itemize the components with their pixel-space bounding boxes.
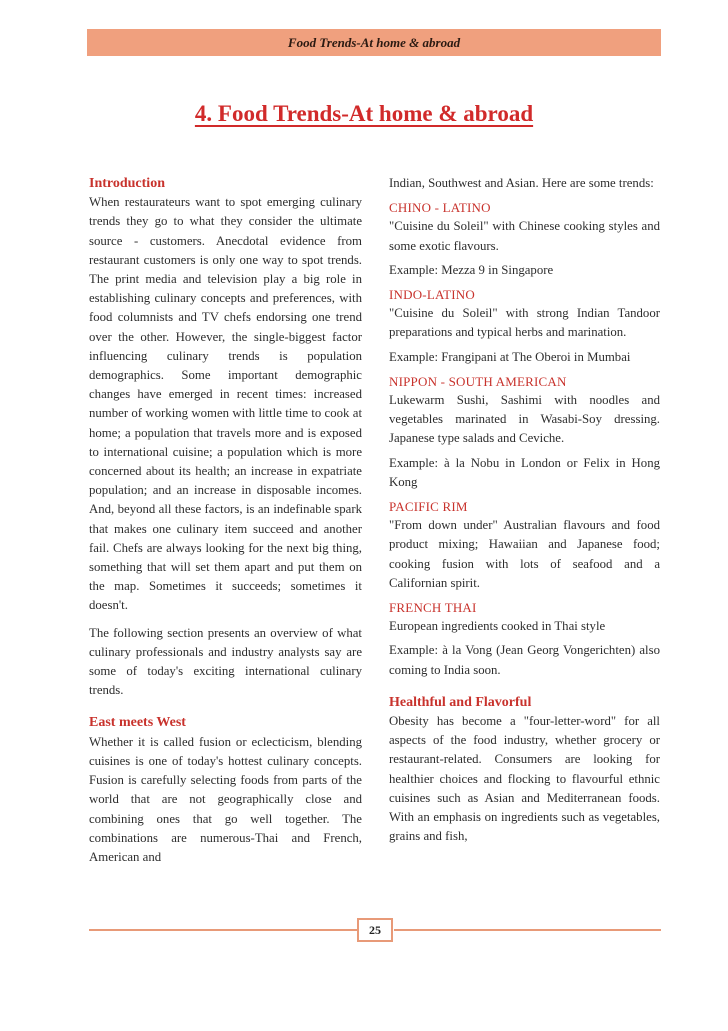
chino-latino-example: Example: Mezza 9 in Singapore [389,262,554,277]
chino-latino-heading: CHINO - LATINO [389,200,491,216]
right-column [389,174,660,847]
nippon-south-american-example: Example: à la Nobu in London or Felix in Hong Kong [389,455,660,489]
nippon-south-american-description: Lukewarm Sushi, Sashimi with noodles and vegetables marinated in Wasabi-Soy dressing. Japanese type salads and Ceviche. [389,393,660,446]
footer-rule-right [394,929,661,931]
french-thai-example: Example: à la Vong (Jean Georg Vongerichten) also coming to India soon. [389,643,660,677]
indo-latino-description: "Cuisine du Soleil" with strong Indian Tandoor preparations and typical herbs and marination. [389,306,660,340]
running-header [87,29,661,56]
introduction-heading: Introduction [89,176,165,191]
east-meets-west-paragraph: Whether it is called fusion or eclecticism, blending cuisines is one of today's hottest culinary concepts. Fusion is carefully selecting foods from parts of the world that are not geographically close and combining ones that go well together. The combinations are numerous-Thai and French, American and [89,734,362,864]
indo-latino-example: Example: Frangipani at The Oberoi in Mumbai [389,349,631,364]
french-thai-heading: FRENCH THAI [389,600,477,616]
page-number: 25 [357,918,393,942]
pacific-rim-heading: PACIFIC RIM [389,499,468,515]
introduction-paragraph-2: The following section presents an overview of what culinary professionals and industry analysts say are some of today's exciting international culinary trends. [89,625,362,698]
indo-latino-heading: INDO-LATINO [389,287,475,303]
nippon-south-american-heading: NIPPON - SOUTH AMERICAN [389,373,567,389]
trends-intro-paragraph: Indian, Southwest and Asian. Here are some trends: [389,176,654,190]
east-meets-west-heading: East meets West [89,715,186,731]
french-thai-description: European ingredients cooked in Thai style [389,619,606,634]
healthful-flavorful-heading: Healthful and Flavorful [389,694,532,710]
healthful-flavorful-paragraph: Obesity has become a "four-letter-word" for all aspects of the food industry, whether grocery or restaurant-related. Consumers are looking for healthier choices and flocking to flavourful ethnic cuisines such as Asian and Mediterranean foods. With an emphasis on ingredients such as vegetables, grains and fish, [389,714,660,844]
chino-latino-description: "Cuisine du Soleil" with Chinese cooking styles and some exotic flavours. [389,219,660,253]
introduction-paragraph-1: When restaurateurs want to spot emerging culinary trends they go to what they consider the ultimate source - customers. Anecdotal evidence from restaurant customers is only one way to spot trends. The print media and television play a big role in establishing culinary concepts and preferences, with food columnists and TV chefs endorsing one trend over the other. However, the single-biggest factor influencing culinary trends is population demographics. Some important demographic changes have emerged in recent times: increased number of working women with little time to cook at home; a population that travels more and is exposed to international cuisine; a population which is more concerned about its health; an increase in expatriate population; and an increase in disposable incomes. And, beyond all these factors, is an indefinable spark that makes one culinary item succeed and another fail. Chefs are always looking for the next big thing, something that will set them apart and put them on the map. Sometimes it succeeds; sometimes it doesn't. [89,195,362,613]
pacific-rim-description: "From down under" Australian flavours and food product mixing; Hawaiian and Japanese food; cooking fusion with lots of seafood and a Californian spirit. [389,518,660,590]
left-column [89,174,362,867]
page-title: 4. Food Trends-At home & abroad [194,101,534,126]
footer-rule-left [89,929,357,931]
running-header-title: Food Trends-At home & abroad [287,34,461,50]
